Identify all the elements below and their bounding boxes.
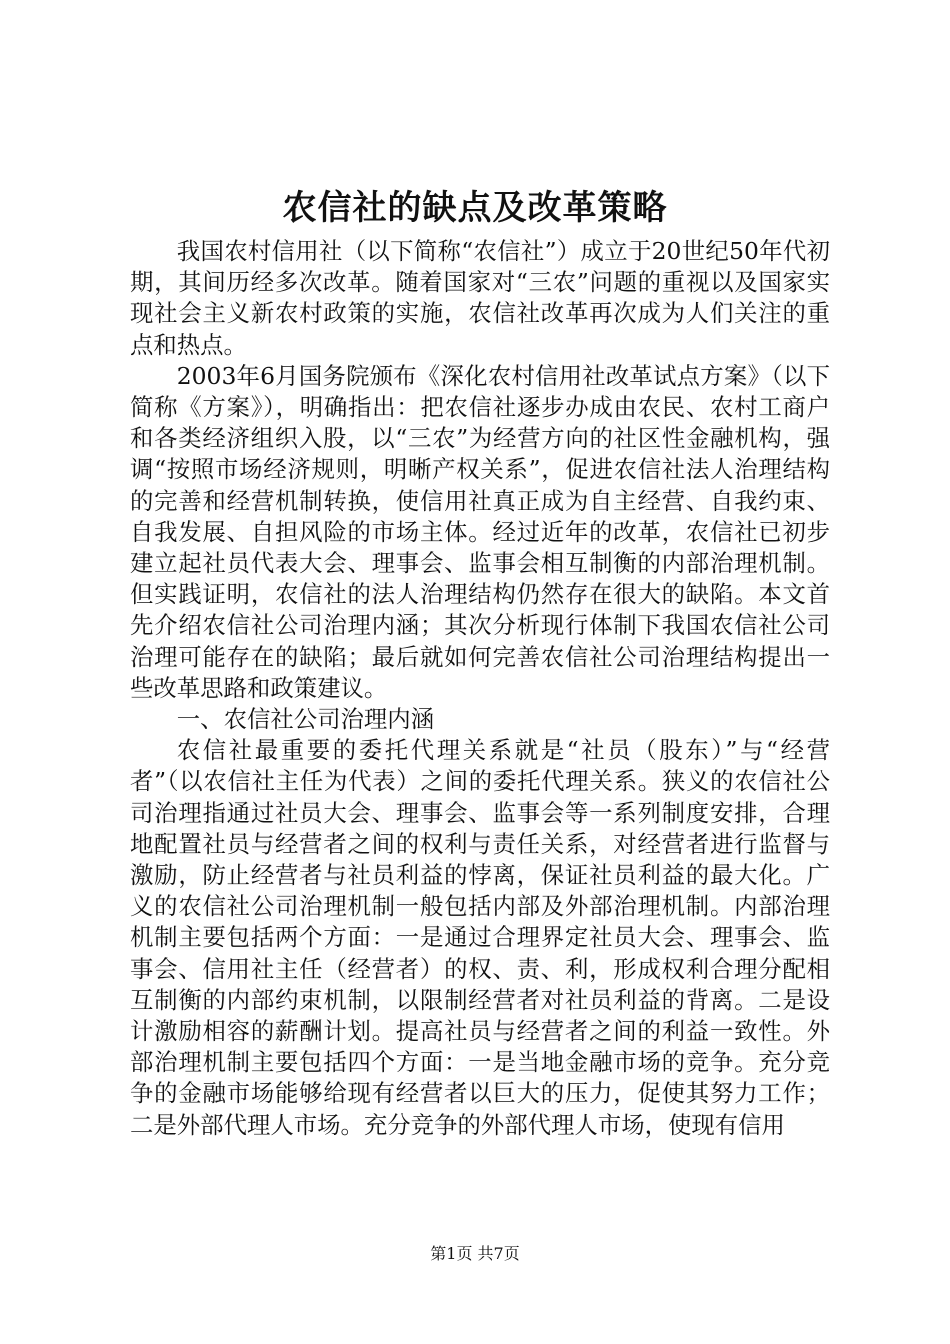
paragraph-intro: 我国农村信用社（以下简称“农信社”）成立于20世纪50年代初期，其间历经多次改革。随着国家对“三农”问题的重视以及国家实现社会主义新农村政策的实施，农信社改革再次成为人们关注的重点和热点。 (130, 237, 830, 359)
document-title: 农信社的缺点及改革策略 (282, 188, 668, 228)
document-body (130, 236, 830, 1141)
paragraph-reform-plan: 2003年6月国务院颁布《深化农村信用社改革试点方案》（以下简称《方案》），明确指出：把农信社逐步办成由农民、农村工商户和各类经济组织入股，以“三农”为经营方向的社区性金融机构，强调“按照市场经济规则，明晰产权关系”，促进农信社法人治理结构的完善和经营机制转换，使信用社真正成为自主经营、自我约束、自我发展、自担风险的市场主体。经过近年的改革，农信社已初步建立起社员代表大会、理事会、监事会相互制衡的内部治理机制。但实践证明，农信社的法人治理结构仍然存在很大的缺陷。本文首先介绍农信社公司治理内涵；其次分析现行体制下我国农信社公司治理可能存在的缺陷；最后就如何完善农信社公司治理结构提出一些改革思路和政策建议。 (130, 361, 830, 702)
section-heading-1: 一、农信社公司治理内涵 (176, 705, 435, 734)
page-number-footer: 第1页 共7页 (430, 1244, 520, 1263)
paragraph-governance: 农信社最重要的委托代理关系就是“社员（股东）”与“经营者”（以农信社主任为代表）之间的委托代理关系。狭义的农信社公司治理指通过社员大会、理事会、监事会等一系列制度安排，合理地配置社员与经营者之间的权利与责任关系，对经营者进行监督与激励，防止经营者与社员利益的悖离，保证社员利益的最大化。广义的农信社公司治理机制一般包括内部及外部治理机制。内部治理机制主要包括两个方面：一是通过合理界定社员大会、理事会、监事会、信用社主任（经营者）的权、责、利，形成权利合理分配相互制衡的内部约束机制，以限制经营者对社员利益的背离。二是设计激励相容的薪酬计划。提高社员与经营者之间的利益一致性。外部治理机制主要包括四个方面：一是当地金融市场的竞争。充分竞争的金融市场能够给现有经营者以巨大的压力，促使其努力工作；二是外部代理人市场。充分竞争的外部代理人市场，使现有信用 (130, 736, 830, 1139)
